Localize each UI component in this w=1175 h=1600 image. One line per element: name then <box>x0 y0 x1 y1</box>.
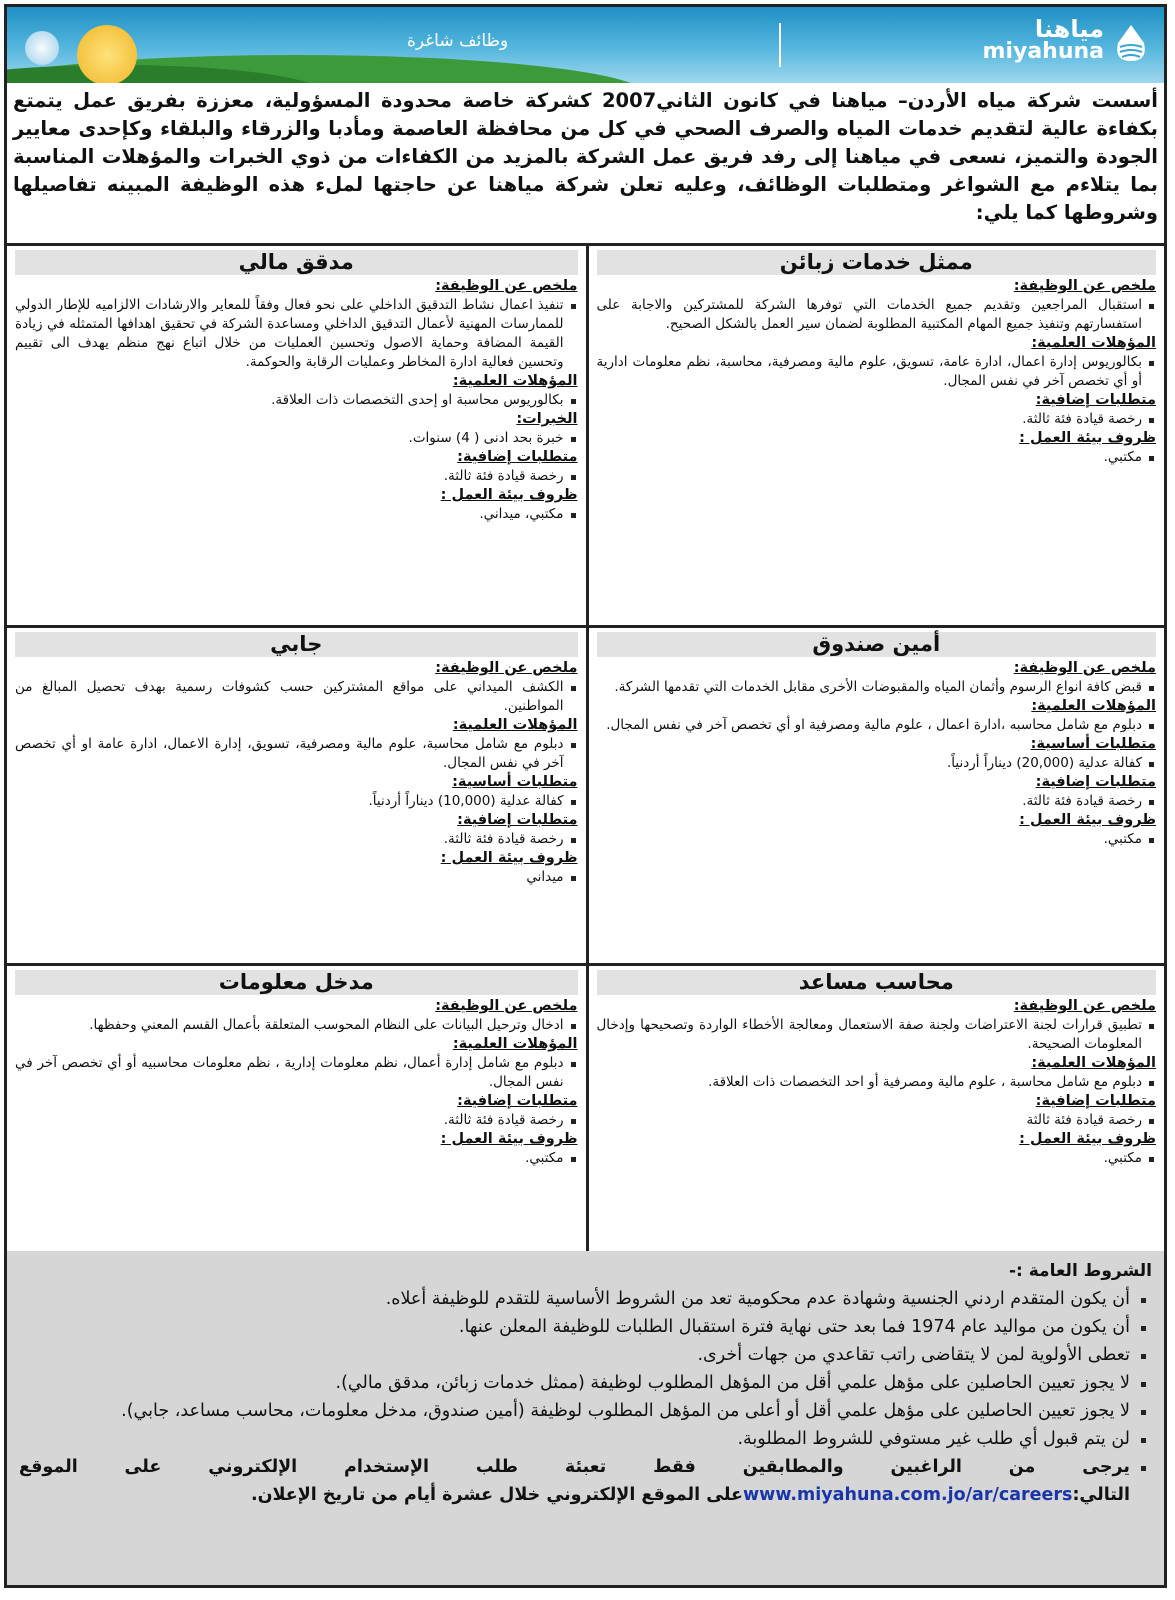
list-item: رخصة قيادة فئة ثالثة <box>597 1111 1143 1130</box>
section-list <box>597 678 1157 697</box>
section-heading: متطلبات إضافية: <box>1035 1093 1156 1109</box>
list-item: مكتبي. <box>597 1149 1143 1168</box>
section-list <box>597 754 1157 773</box>
general-conditions-list <box>19 1285 1152 1453</box>
section-heading: ظروف بيئة العمل : <box>440 1131 578 1147</box>
section-list <box>15 1054 578 1092</box>
section-list <box>597 1149 1157 1168</box>
job-box <box>7 246 586 628</box>
logo-english: miyahuna <box>982 39 1104 64</box>
section-heading: متطلبات إضافية: <box>1035 392 1156 408</box>
list-item: بكالوريوس محاسبة او إحدى التخصصات ذات العلاقة. <box>15 391 564 410</box>
list-item: الكشف الميداني على مواقع المشتركين حسب كشوفات رسمية بهدف تحصيل المبالغ من المواطنين. <box>15 679 564 714</box>
section-list <box>597 1016 1157 1054</box>
job-advertisement <box>4 4 1167 1588</box>
job-box <box>7 966 586 1254</box>
list-item: مكتبي. <box>15 1149 564 1168</box>
apply-instructions <box>19 1453 1130 1509</box>
section-heading: متطلبات إضافية: <box>457 449 578 465</box>
job-title: مدقق مالي <box>15 250 578 275</box>
section-list <box>15 467 578 486</box>
job-box <box>7 628 586 966</box>
job-title: ممثل خدمات زبائن <box>597 250 1157 275</box>
section-list <box>597 448 1157 467</box>
divider <box>779 23 781 67</box>
section-list <box>15 1016 578 1035</box>
section-heading: متطلبات إضافية: <box>1035 774 1156 790</box>
list-item: مكتبي. <box>597 830 1143 849</box>
section-heading: ملخص عن الوظيفة: <box>435 660 578 676</box>
apply-suffix: على الموقع الإلكتروني خلال عشرة أيام من تاريخ الإعلان. <box>250 1485 743 1505</box>
job-box <box>586 246 1165 628</box>
section-heading: ظروف بيئة العمل : <box>1019 430 1156 446</box>
section-list <box>597 296 1157 334</box>
condition-item: لن يتم قبول أي طلب غير مستوفي للشروط المطلوبة. <box>19 1425 1130 1453</box>
list-item: استقبال المراجعين وتقديم جميع الخدمات التي توفرها الشركة للمشتركين والاجابة على استفسارتهم وتنفيذ جميع المهام المكتبية المطلوبة لضمان سير العمل بالشكل الصحيح. <box>596 297 1142 332</box>
section-heading: ظروف بيئة العمل : <box>440 850 578 866</box>
list-item: ادخال وترحيل البيانات على النظام المحوسب المتعلقة بأعمال القسم المعني وحفظها. <box>15 1016 564 1035</box>
condition-item: تعطى الأولوية لمن لا يتقاضى راتب تقاعدي من جهات أخرى. <box>19 1341 1130 1369</box>
condition-item: أن يكون من مواليد عام 1974 فما بعد حتى نهاية فترة استقبال الطلبات للوظيفة المعلن عنها. <box>19 1313 1130 1341</box>
section-list <box>597 716 1157 735</box>
section-heading: ملخص عن الوظيفة: <box>435 278 578 294</box>
section-heading: ظروف بيئة العمل : <box>440 487 578 503</box>
section-heading: ملخص عن الوظيفة: <box>1013 660 1156 676</box>
section-list <box>15 391 578 410</box>
list-item: رخصة قيادة فئة ثالثة. <box>15 467 564 486</box>
header-banner <box>7 7 1164 83</box>
careers-link[interactable]: www.miyahuna.com.jo/ar/careers <box>743 1485 1073 1505</box>
section-heading: ملخص عن الوظيفة: <box>1013 278 1156 294</box>
job-title: محاسب مساعد <box>597 970 1157 995</box>
list-item: مكتبي، ميداني. <box>15 505 564 524</box>
general-conditions-heading: الشروط العامة :- <box>1008 1261 1152 1281</box>
list-item: رخصة قيادة فئة ثالثة. <box>597 792 1143 811</box>
water-drop-icon <box>1114 23 1148 63</box>
list-item: ميداني <box>15 868 564 887</box>
list-item: رخصة قيادة فئة ثالثة. <box>15 1111 564 1130</box>
section-list <box>15 429 578 448</box>
section-list <box>597 353 1157 391</box>
section-heading: متطلبات أساسية: <box>452 774 578 790</box>
section-heading: متطلبات إضافية: <box>457 1093 578 1109</box>
logo <box>983 17 1104 63</box>
list-item: دبلوم مع شامل محاسبه ،ادارة اعمال ، علوم مالية ومصرفية او أي تخصص آخر في نفس المجال. <box>597 716 1143 735</box>
job-box <box>586 628 1165 966</box>
section-list <box>15 296 578 372</box>
section-heading: المؤهلات العلمية: <box>452 1036 578 1052</box>
list-item: دبلوم مع شامل إدارة أعمال، نظم معلومات إدارية ، نظم معلومات محاسبيه أو أي تخصص آخر في نفس المجال. <box>15 1055 564 1090</box>
condition-item: لا يجوز تعيين الحاصلين على مؤهل علمي أقل أو أعلى من المؤهل المطلوب لوظيفة (أمين صندوق، مدخل معلومات، محاسب مساعد، جابي). <box>19 1397 1130 1425</box>
list-item: دبلوم مع شامل محاسبة ، علوم مالية ومصرفية أو احد التخصصات ذات العلاقة. <box>597 1073 1143 1092</box>
section-list <box>597 830 1157 849</box>
general-conditions <box>7 1251 1164 1585</box>
job-title: أمين صندوق <box>597 632 1157 657</box>
condition-item: أن يكون المتقدم اردني الجنسية وشهادة عدم محكومية تعد من الشروط الأساسية للتقدم للوظيفة أعلاه. <box>19 1285 1130 1313</box>
job-grid <box>7 243 1164 1254</box>
section-list <box>15 1111 578 1130</box>
section-heading: المؤهلات العلمية: <box>452 373 578 389</box>
section-list <box>15 505 578 524</box>
section-heading: متطلبات أساسية: <box>1030 736 1156 752</box>
job-title: مدخل معلومات <box>15 970 578 995</box>
intro-paragraph: أسست شركة مياه الأردن– مياهنا في كانون الثاني2007 كشركة خاصة محدودة المسؤولية، معززة بفريق عمل يتمتع بكفاءة عالية لتقديم خدمات المياه والصرف الصحي في كل من محافظة العاصمة ومأدبا والزرقاء والبلقاء وكإحدى معايير الجودة والتميز، نسعى في مياهنا إلى رفد فريق عمل الشركة بالمزيد من الكفاءات من ذوي الخبرات والمؤهلات المناسبة بما يتلاءم مع الشواغر ومتطلبات الوظائف، وعليه تعلن شركة مياهنا عن حاجتها لملء هذه الوظيفة المبينه تفاصيلها وشروطها كما يلي: <box>13 89 1158 224</box>
moon-graphic <box>25 31 59 65</box>
list-item: كفالة عدلية (10,000) ديناراً أردنياً. <box>15 792 564 811</box>
section-list <box>15 678 578 716</box>
list-item: رخصة قيادة فئة ثالثة. <box>15 830 564 849</box>
list-item: تنفيذ اعمال نشاط التدقيق الداخلي على نحو فعال وفقاً للمعاير والارشادات الالزاميه للإطار الدولي للممارسات المهنية لأعمال التدقيق الداخلي ومساعدة الشركة في تحقيق اهدافها المتمثله في زيادة القيمة المضافة وحماية الاصول وتحسين العمليات من خلال اتباع نهج منظم يهدف الى تقييم وتحسين فعالية ادارة المخاطر وعمليات الرقابة والحوكمة. <box>15 297 564 370</box>
section-list <box>597 1073 1157 1092</box>
list-item: قبض كافة انواع الرسوم وأثمان المياه والمقبوضات الأخرى مقابل الخدمات التي تقدمها الشركة. <box>597 678 1143 697</box>
section-list <box>597 1111 1157 1130</box>
sun-graphic <box>77 25 137 83</box>
section-heading: ظروف بيئة العمل : <box>1019 1131 1156 1147</box>
section-heading: المؤهلات العلمية: <box>1031 698 1156 714</box>
section-list <box>15 830 578 849</box>
list-item: مكتبي. <box>597 448 1143 467</box>
section-heading: ظروف بيئة العمل : <box>1019 812 1156 828</box>
list-item: دبلوم مع شامل محاسبة، علوم مالية ومصرفية، تسويق، إدارة الاعمال، ادارة عامة او أي تخصص آخر في نفس المجال. <box>15 736 564 771</box>
apply-prefix: يرجى من الراغبين والمطابقين فقط تعبئة طلب الإستخدام الإلكتروني على الموقع التالي: <box>19 1457 1130 1505</box>
section-list <box>15 735 578 773</box>
list-item: تطبيق قرارات لجنة الاعتراضات ولجنة صفة الاستعمال ومعالجة الأخطاء الواردة وتصحيحها وإدخال المعلومات الصحيحة. <box>596 1017 1142 1052</box>
list-item: رخصة قيادة فئة ثالثة. <box>597 410 1143 429</box>
section-heading: المؤهلات العلمية: <box>452 717 578 733</box>
section-heading: المؤهلات العلمية: <box>1031 335 1156 351</box>
logo-arabic: مياهنا <box>1034 15 1104 43</box>
job-title: جابي <box>15 632 578 657</box>
section-heading: المؤهلات العلمية: <box>1031 1055 1156 1071</box>
slogan: وظائف شاغرة <box>407 31 509 51</box>
section-list <box>15 1149 578 1168</box>
section-list <box>15 868 578 887</box>
list-item: كفالة عدلية (20,000) ديناراً أردنياً. <box>597 754 1143 773</box>
section-heading: متطلبات إضافية: <box>457 812 578 828</box>
section-heading: الخبرات: <box>516 411 578 427</box>
condition-item: لا يجوز تعيين الحاصلين على مؤهل علمي أقل من المؤهل المطلوب لوظيفة (ممثل خدمات زبائن، مدقق مالي). <box>19 1369 1130 1397</box>
section-list <box>597 792 1157 811</box>
list-item: خبرة بحد ادنى ( 4) سنوات. <box>15 429 564 448</box>
list-item: بكالوريوس إدارة اعمال، ادارة عامة، تسويق، علوم مالية ومصرفية، محاسبة، نظم معلومات ادارية أو أي تخصص آخر في نفس المجال. <box>596 354 1142 389</box>
section-list <box>15 792 578 811</box>
section-heading: ملخص عن الوظيفة: <box>435 998 578 1014</box>
section-heading: ملخص عن الوظيفة: <box>1013 998 1156 1014</box>
section-list <box>597 410 1157 429</box>
job-box <box>586 966 1165 1254</box>
